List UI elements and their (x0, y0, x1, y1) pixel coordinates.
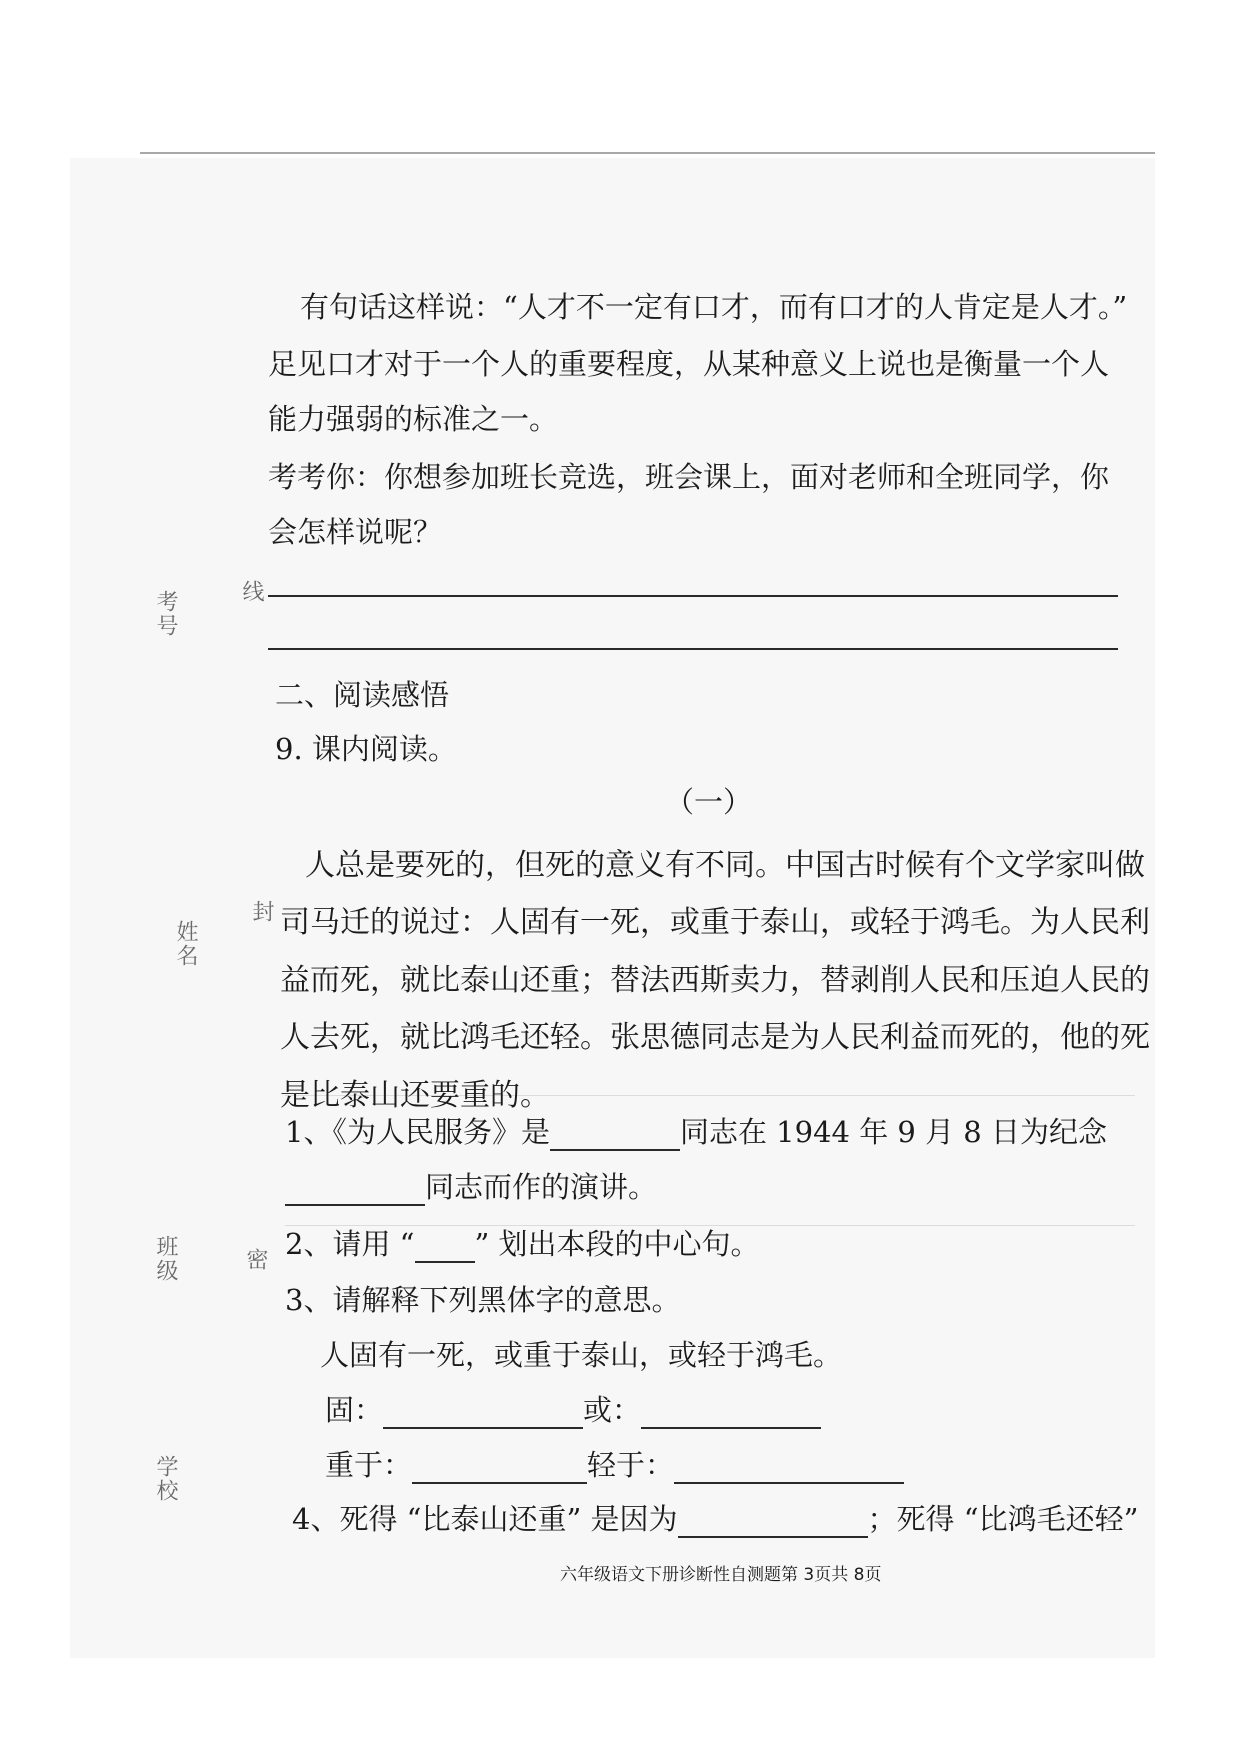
question-text: 4、死得 “比泰山还重” 是因为 (292, 1502, 678, 1536)
speech-line: 足见口才对于一个人的重要程度，从某种意义上说也是衡量一个人 (268, 347, 1110, 381)
speech-line: 有句话这样说：“人才不一定有口才，而有口才的人肯定是人才。” (300, 290, 1128, 324)
term-label: 重于： (325, 1448, 413, 1482)
term-label: 固： (325, 1393, 384, 1427)
margin-exam-number-label: 考号 (153, 590, 178, 638)
question-text: 1、《为人民服务》是 (285, 1115, 550, 1149)
question-3: 3、请解释下列黑体字的意思。 (285, 1283, 681, 1317)
answer-blank[interactable] (285, 1178, 425, 1206)
passage-line: 益而死，就比泰山还重；替法西斯卖力，替剥削人民和压迫人民的 (280, 963, 1150, 998)
speech-prompt: 会怎样说呢？ (268, 515, 443, 549)
section-heading: 二、阅读感悟 (275, 678, 450, 712)
margin-school-label: 学校 (153, 1455, 178, 1503)
question-text: ” 划出本段的中心句。 (474, 1227, 760, 1261)
question-9-label: 9. 课内阅读。 (275, 732, 457, 766)
margin-class-label: 班级 (153, 1235, 178, 1283)
underline-symbol (415, 1235, 475, 1263)
question-4 (292, 1497, 1138, 1538)
question-2 (285, 1222, 760, 1263)
speech-prompt: 考考你：你想参加班长竞选，班会课上，面对老师和全班同学，你 (268, 460, 1110, 494)
term-label: 或： (583, 1393, 642, 1427)
passage-line: 是比泰山还要重的。 (280, 1078, 550, 1113)
answer-blank[interactable] (412, 1456, 587, 1484)
question-text: 2、请用 “ (285, 1227, 415, 1261)
seal-line-char: 密 (243, 1248, 268, 1272)
define-gu (325, 1388, 821, 1429)
question-text: 同志在 1944 年 9 月 8 日为纪念 (679, 1115, 1107, 1149)
answer-blank[interactable] (674, 1456, 904, 1484)
question-1-continued (285, 1165, 657, 1206)
answer-blank[interactable] (550, 1123, 680, 1151)
page-footer: 六年级语文下册诊断性自测题第 3页共 8页 (560, 1565, 882, 1585)
passage-line: 人总是要死的，但死的意义有不同。中国古时候有个文学家叫做 (305, 848, 1145, 883)
define-zhongyu (325, 1443, 904, 1484)
page-top-edge (140, 152, 1155, 154)
question-1 (285, 1110, 1107, 1151)
passage-part-label: （一） (665, 785, 753, 819)
answer-line[interactable] (268, 648, 1118, 650)
answer-blank[interactable] (678, 1510, 868, 1538)
question-text: 同志而作的演讲。 (425, 1170, 658, 1204)
answer-blank[interactable] (641, 1401, 821, 1429)
passage-line: 人去死，就比鸿毛还轻。张思德同志是为人民利益而死的，他的死 (280, 1020, 1150, 1055)
question-text: ；死得 “比鸿毛还轻” (867, 1502, 1139, 1536)
seal-line-char: 封 (249, 900, 274, 924)
answer-blank[interactable] (383, 1401, 583, 1429)
question-3-sentence: 人固有一死，或重于泰山，或轻于鸿毛。 (320, 1338, 843, 1372)
speech-line: 能力强弱的标准之一。 (268, 402, 559, 436)
answer-line[interactable] (268, 595, 1118, 597)
term-label: 轻于： (587, 1448, 675, 1482)
margin-name-label: 姓名 (173, 920, 198, 968)
passage-line: 司马迁的说过：人固有一死，或重于泰山，或轻于鸿毛。为人民利 (280, 905, 1150, 940)
seal-line-char: 线 (239, 580, 264, 604)
